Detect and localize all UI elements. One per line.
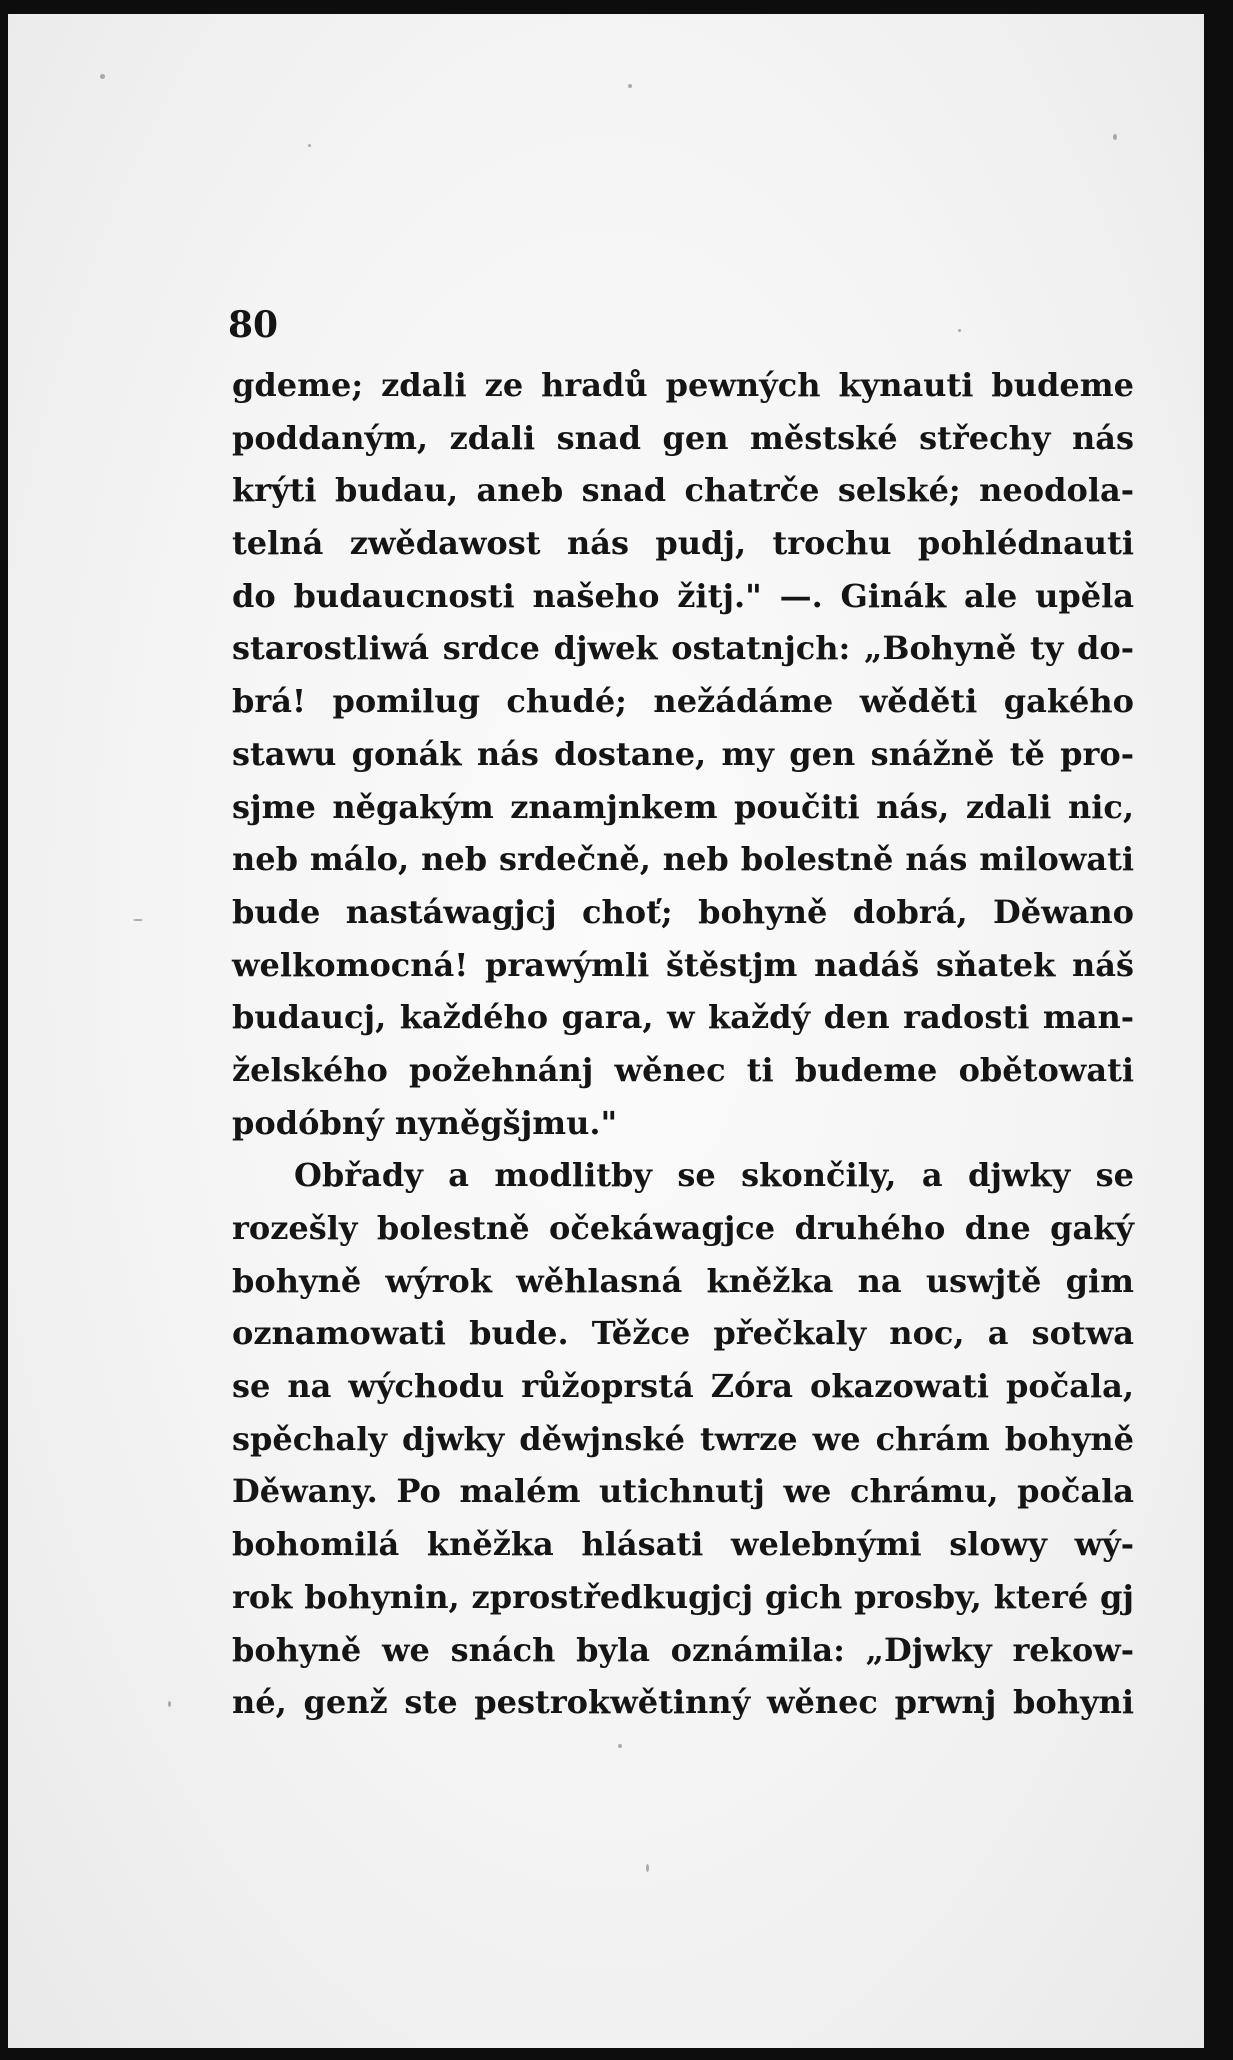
body-text bbox=[232, 359, 1134, 1729]
paper-speck bbox=[308, 144, 311, 147]
book-page bbox=[8, 14, 1204, 2048]
paper-speck bbox=[133, 919, 143, 921]
text-line: rok bohynin, zprostředkugjcj gich prosby, které gj bbox=[232, 1577, 1134, 1616]
page-number: 80 bbox=[228, 304, 279, 346]
text-line: bohyně wýrok wěhlasná kněžka na uswjtě gim bbox=[232, 1261, 1134, 1300]
text-line: rozešly bolestně očekáwagjce druhého dne gaký bbox=[232, 1209, 1134, 1247]
text-line: do budaucnosti našeho žitj." —. Ginák ale upěla bbox=[232, 576, 1134, 615]
text-line: telná zwědawost nás pudj, trochu pohlédnauti bbox=[232, 524, 1134, 563]
text-line: bohyně we snách byla oznámila: „Djwky rekow- bbox=[232, 1630, 1134, 1669]
text-line: budaucj, každého gara, w každý den radosti man- bbox=[232, 998, 1134, 1037]
paper-speck bbox=[628, 84, 632, 88]
text-line: welkomocná! prawýmli štěstjm nadáš sňatek náš bbox=[232, 945, 1134, 984]
text-line: se na wýchodu růžoprstá Zóra okazowati počala, bbox=[232, 1367, 1134, 1406]
paper-speck bbox=[646, 1864, 649, 1872]
text-line: Děwany. Po malém utichnutj we chrámu, počala bbox=[232, 1472, 1134, 1511]
paper-speck bbox=[168, 1701, 171, 1707]
text-line: starostliwá srdce djwek ostatnjch: „Bohyně ty do- bbox=[232, 629, 1134, 668]
paragraph-start-line: Obřady a modlitby se skončily, a djwky se bbox=[294, 1156, 1134, 1195]
text-line: né, genž ste pestrokwětinný wěnec prwnj bohyni bbox=[232, 1683, 1134, 1722]
text-line: bohomilá kněžka hlásati welebnými slowy wý- bbox=[232, 1525, 1134, 1564]
text-line: oznamowati bude. Těžce přečkaly noc, a sotwa bbox=[232, 1314, 1134, 1353]
paragraph-end-line: podóbný nyněgšjmu." bbox=[232, 1103, 618, 1142]
paper-speck bbox=[1113, 134, 1117, 140]
paper-speck bbox=[618, 1744, 622, 1748]
paper-speck bbox=[958, 329, 961, 332]
text-line: brá! pomilug chudé; nežádáme wěděti gakého bbox=[232, 682, 1134, 721]
text-line: bude nastáwagjcj choť; bohyně dobrá, Děwano bbox=[232, 892, 1134, 931]
text-line: spěchaly djwky děwjnské twrze we chrám bohyně bbox=[232, 1419, 1134, 1458]
paper-speck bbox=[100, 74, 105, 79]
text-line: poddaným, zdali snad gen městské střechy nás bbox=[232, 418, 1134, 457]
text-line: stawu gonák nás dostane, my gen snážně tě pro- bbox=[232, 734, 1134, 773]
text-line: sjme něgakým znamjnkem poučiti nás, zdali nic, bbox=[232, 787, 1134, 826]
text-line: neb málo, neb srdečně, neb bolestně nás milowati bbox=[232, 840, 1134, 879]
text-line: želského požehnánj wěnec ti budeme obětowati bbox=[232, 1050, 1134, 1089]
text-line: krýti budau, aneb snad chatrče selské; neodola- bbox=[232, 471, 1134, 510]
text-line: gdeme; zdali ze hradů pewných kynauti budeme bbox=[232, 366, 1134, 404]
